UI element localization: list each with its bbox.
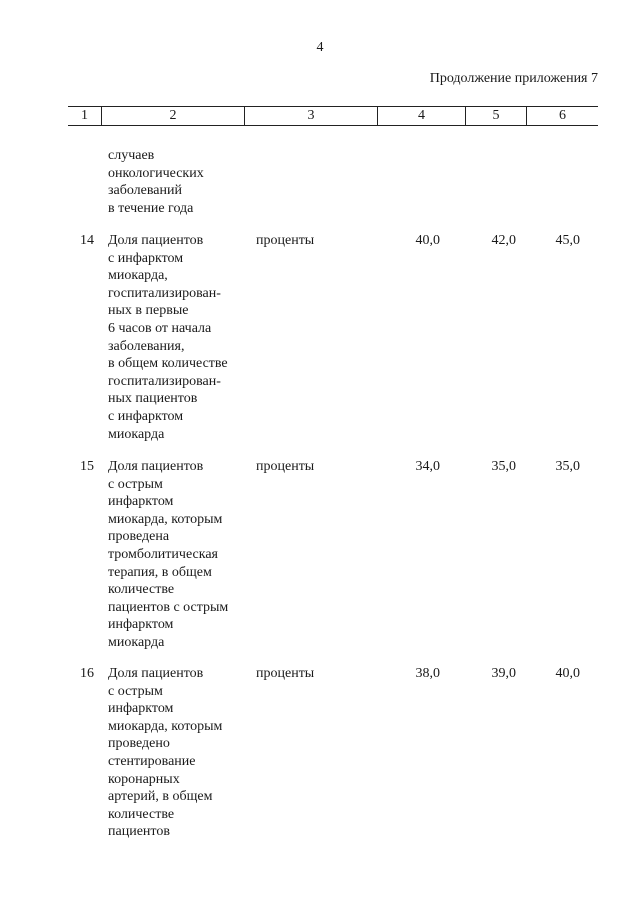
unit-of-measure: проценты [256, 666, 315, 681]
indicator-line: пациентов с острым [108, 599, 229, 615]
indicator-line: инфарктом [108, 701, 174, 717]
indicator-line: с инфарктом [108, 250, 184, 266]
header-col-5: 5 [466, 107, 527, 125]
indicator-line: 6 часов от начала [108, 320, 212, 336]
indicator-line: миокарда, которым [108, 718, 223, 734]
continued-line: онкологических [108, 165, 204, 181]
row-number: 16 [80, 666, 94, 681]
indicator-line: артерий, в общем [108, 789, 213, 805]
indicator-line: Доля пациентов [108, 459, 204, 474]
header-col-1: 1 [68, 107, 102, 125]
continuation-title: Продолжение приложения 7 [429, 71, 598, 86]
indicator-line: коронарных [108, 771, 180, 787]
indicator-line: миокарда [108, 426, 165, 442]
indicator-line: заболевания, [108, 338, 185, 354]
indicator-name [108, 232, 258, 443]
indicator-line: миокарда, которым [108, 511, 223, 527]
value-col-5: 35,0 [491, 459, 516, 474]
indicator-line: пациентов [108, 824, 170, 840]
indicator-line: тромболитическая [108, 546, 218, 562]
row-number: 15 [80, 459, 94, 474]
indicator-line: инфарктом [108, 617, 174, 633]
indicator-name [108, 665, 258, 841]
value-col-6: 45,0 [555, 233, 580, 248]
header-col-2: 2 [102, 107, 245, 125]
value-col-5: 39,0 [491, 666, 516, 681]
continued-indicator-text [108, 147, 204, 217]
indicator-line: с острым [108, 476, 163, 492]
indicator-line: с инфарктом [108, 408, 184, 424]
indicator-line: миокарда [108, 634, 165, 650]
indicator-line: Доля пациентов [108, 666, 204, 681]
indicator-line: проведено [108, 736, 170, 752]
continued-line: в течение года [108, 200, 194, 216]
header-col-6: 6 [559, 108, 566, 123]
indicator-line: количестве [108, 806, 175, 822]
row-number: 14 [80, 233, 94, 248]
value-col-4: 40,0 [415, 233, 440, 248]
value-col-6: 35,0 [555, 459, 580, 474]
indicator-name [108, 458, 258, 652]
indicator-line: ных пациентов [108, 391, 198, 407]
header-col-4: 4 [378, 107, 466, 125]
value-col-4: 38,0 [415, 666, 440, 681]
page-number: 4 [316, 40, 324, 55]
indicator-line: количестве [108, 582, 175, 598]
indicator-line: стентирование [108, 753, 196, 769]
continued-line: заболеваний [108, 183, 182, 199]
indicator-line: проведена [108, 529, 170, 545]
indicator-line: инфарктом [108, 494, 174, 510]
continued-line: случаев [108, 148, 155, 163]
unit-of-measure: проценты [256, 459, 315, 474]
indicator-line: терапия, в общем [108, 564, 212, 580]
value-col-4: 34,0 [415, 459, 440, 474]
indicator-line: госпитализирован- [108, 373, 221, 389]
unit-of-measure: проценты [256, 233, 315, 248]
indicator-line: госпитализирован- [108, 285, 221, 301]
value-col-6: 40,0 [555, 666, 580, 681]
header-col-3: 3 [245, 107, 378, 125]
indicator-line: в общем количестве [108, 356, 228, 372]
table-header [68, 106, 598, 126]
value-col-5: 42,0 [491, 233, 516, 248]
indicator-line: миокарда, [108, 268, 168, 284]
indicator-line: с острым [108, 683, 163, 699]
indicator-line: Доля пациентов [108, 233, 204, 248]
indicator-line: ных в первые [108, 303, 189, 319]
